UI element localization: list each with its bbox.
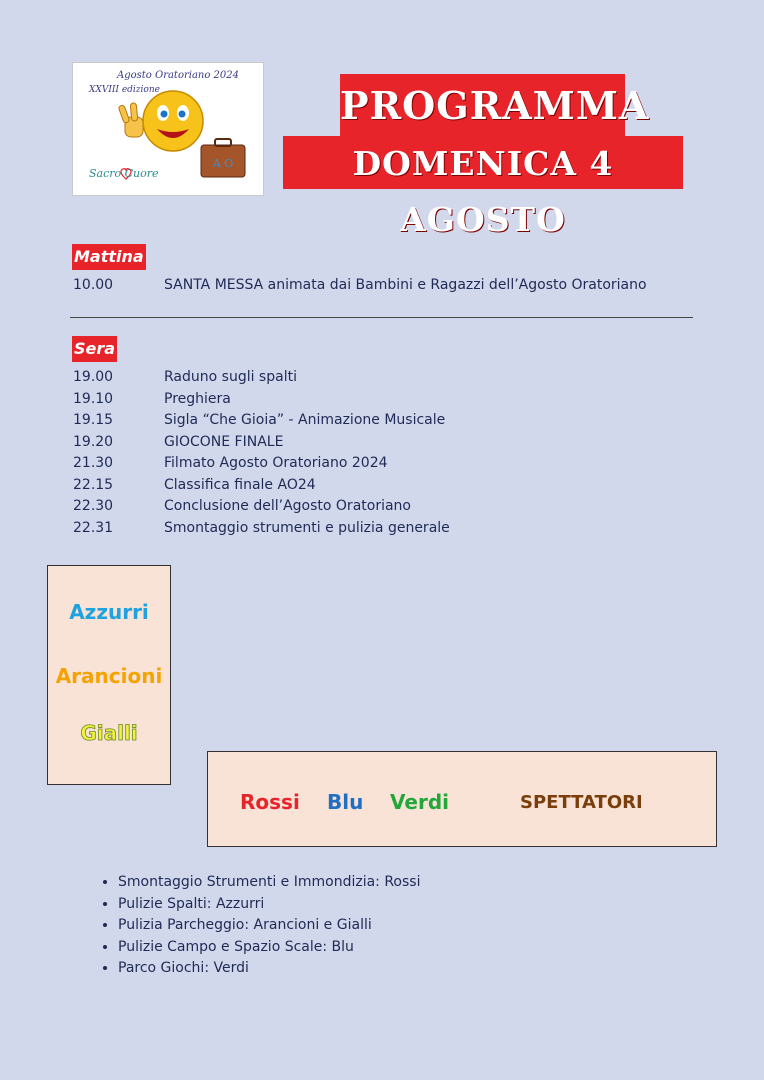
page-title: PROGRAMMA bbox=[340, 74, 625, 136]
list-item: • Pulizie Spalti: Azzurri bbox=[118, 894, 420, 916]
team-box-left bbox=[47, 565, 171, 785]
logo-title: Agosto Oratoriano 2024 bbox=[117, 70, 240, 81]
schedule-desc: Sigla “Che Gioia” - Animazione Musicale bbox=[164, 412, 446, 428]
logo-edition: XXVIII edizione bbox=[89, 85, 160, 95]
section-label-mattina: Mattina bbox=[72, 244, 146, 270]
list-item: • Pulizia Parcheggio: Arancioni e Gialli bbox=[118, 915, 420, 937]
event-logo bbox=[72, 62, 264, 196]
schedule-time: 10.00 bbox=[73, 277, 114, 293]
schedule-desc: Conclusione dell’Agosto Oratoriano bbox=[164, 498, 411, 514]
schedule-time: 22.15 bbox=[73, 476, 114, 493]
team-gialli: Gialli bbox=[80, 721, 138, 745]
team-verdi: Verdi bbox=[390, 790, 449, 814]
schedule-desc: GIOCONE FINALE bbox=[164, 433, 284, 450]
section-divider bbox=[70, 317, 693, 318]
schedule-time: 19.20 bbox=[73, 433, 114, 450]
team-box-right bbox=[207, 751, 717, 847]
team-blu: Blu bbox=[327, 790, 364, 814]
list-item: • Parco Giochi: Verdi bbox=[118, 958, 420, 980]
schedule-desc: Smontaggio strumenti e pulizia generale bbox=[164, 519, 450, 536]
section-label-sera: Sera bbox=[72, 336, 117, 362]
schedule-time: 22.31 bbox=[73, 519, 114, 536]
schedule-desc: SANTA MESSA animata dai Bambini e Ragazzi dell’Agosto Oratoriano bbox=[164, 277, 647, 293]
schedule-time: 19.15 bbox=[73, 412, 114, 428]
logo-brand: Sacro Cuore bbox=[89, 167, 159, 180]
list-item: • Smontaggio Strumenti e Immondizia: Rossi bbox=[118, 872, 420, 894]
tasks-list bbox=[95, 872, 420, 980]
schedule-time: 22.30 bbox=[73, 498, 114, 514]
team-spettatori: SPETTATORI bbox=[520, 792, 643, 813]
schedule-time: 19.10 bbox=[73, 390, 114, 407]
schedule-time: 19.00 bbox=[73, 369, 114, 385]
page-subtitle: DOMENICA 4 AGOSTO bbox=[283, 136, 683, 189]
logo-badge: A O bbox=[212, 157, 234, 170]
team-arancioni: Arancioni bbox=[55, 664, 163, 688]
schedule-time: 21.30 bbox=[73, 455, 114, 471]
list-item: • Pulizie Campo e Spazio Scale: Blu bbox=[118, 937, 420, 959]
schedule-desc: Preghiera bbox=[164, 390, 231, 407]
team-rossi: Rossi bbox=[240, 790, 300, 814]
team-azzurri: Azzurri bbox=[69, 600, 149, 624]
schedule-desc: Filmato Agosto Oratoriano 2024 bbox=[164, 455, 388, 471]
schedule-desc: Raduno sugli spalti bbox=[164, 369, 297, 385]
schedule-desc: Classifica finale AO24 bbox=[164, 476, 316, 493]
